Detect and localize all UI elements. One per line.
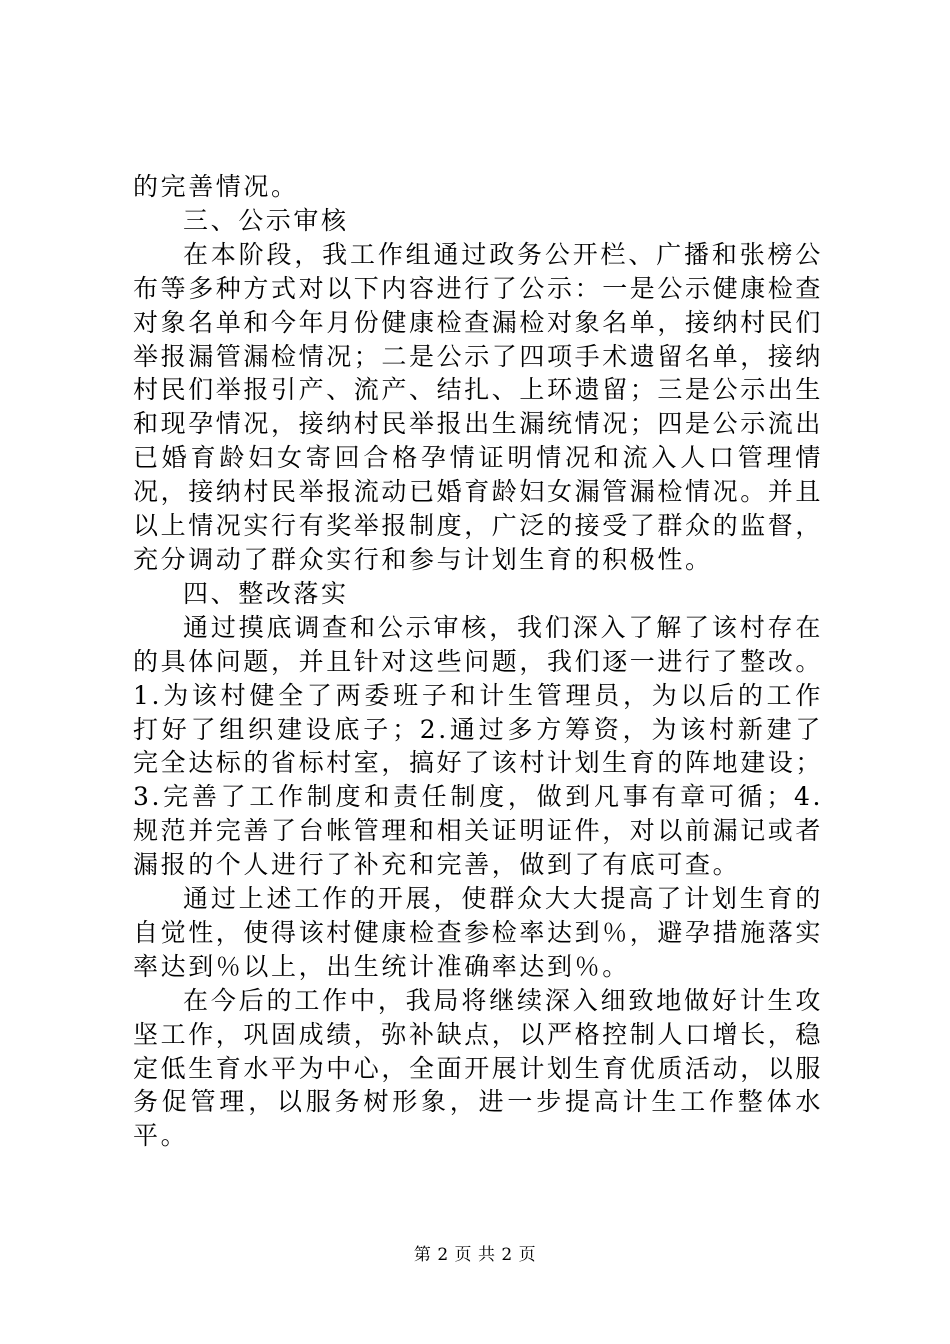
section-heading-rectification: 四、整改落实 [183, 578, 349, 608]
paragraph-publicity-review: 在本阶段，我工作组通过政务公开栏、广播和张榜公布等多种方式对以下内容进行了公示：一是公示健康检查对象名单和今年月份健康检查漏检对象名单，接纳村民们举报漏管漏检情况；二是公示了四项手术遗留名单，接纳村民们举报引产、流产、结扎、上环遗留；三是公示出生和现孕情况，接纳村民举报出生漏统情况；四是公示流出已婚育龄妇女寄回合格孕情证明情况和流入人口管理情况，接纳村民举报流动已婚育龄妇女漏管漏检情况。并且以上情况实行有奖举报制度，广泛的接受了群众的监督，充分调动了群众实行和参与计划生育的积极性。 [133, 239, 824, 574]
paragraph-results: 通过上述工作的开展，使群众大大提高了计划生育的自觉性，使得该村健康检查参检率达到％，避孕措施落实率达到％以上，出生统计准确率达到％。 [133, 884, 824, 981]
paragraph-continuation: 的完善情况。 [133, 172, 299, 201]
paragraph-future-work: 在今后的工作中，我局将继续深入细致地做好计生攻坚工作，巩固成绩，弥补缺点，以严格控制人口增长，稳定低生育水平为中心，全面开展计划生育优质活动，以服务促管理，以服务树形象，进一步提高计生工作整体水平。 [133, 985, 824, 1151]
section-heading-publicity-review: 三、公示审核 [183, 205, 349, 235]
page-number-label: 第 2 页 共 2 页 [413, 1245, 537, 1265]
paragraph-rectification: 通过摸底调查和公示审核，我们深入了解了该村存在的具体问题，并且针对这些问题，我们逐一进行了整改。1.为该村健全了两委班子和计生管理员，为以后的工作打好了组织建设底子；2.通过多方筹资，为该村新建了完全达标的省标村室，搞好了该村计划生育的阵地建设；3.完善了工作制度和责任制度，做到凡事有章可循；4.规范并完善了台帐管理和相关证明证件，对以前漏记或者漏报的个人进行了补充和完善，做到了有底可查。 [133, 612, 824, 880]
document-body [133, 170, 823, 1153]
page-footer [0, 1244, 950, 1266]
